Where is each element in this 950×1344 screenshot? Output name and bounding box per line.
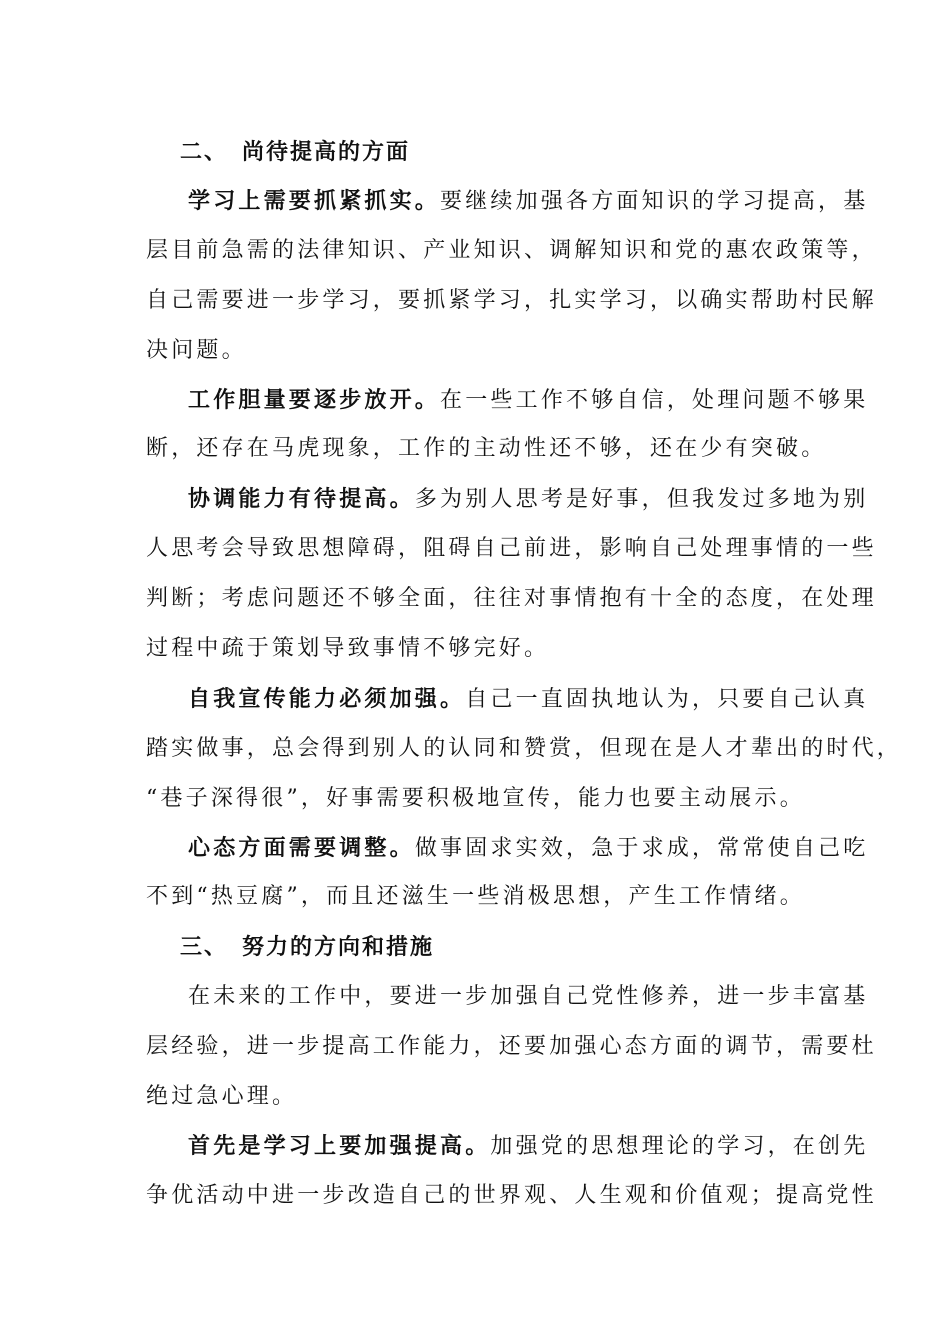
paragraph-line: 心态方面需要调整。做事固求实效，急于求成，常常使自己吃 (188, 835, 869, 861)
paragraph-line: 层目前急需的法律知识、产业知识、调解知识和党的惠农政策等， (146, 238, 877, 263)
paragraph-line: 绝过急心理。 (146, 1084, 298, 1109)
paragraph-line: 踏实做事，总会得到别人的认同和赞赏，但现在是人才辈出的时代， (146, 736, 903, 761)
section-number: 三、 (180, 934, 229, 960)
paragraph-lead: 心态方面需要调整。 (188, 835, 415, 861)
paragraph-line: 自己需要进一步学习，要抓紧学习，扎实学习，以确实帮助村民解 (146, 288, 877, 313)
paragraph-line: 不到“热豆腐”，而且还滋生一些消极思想，产生工作情绪。 (146, 884, 805, 909)
paragraph-line: 过程中疏于策划导致事情不够完好。 (146, 636, 550, 661)
paragraph-lead: 学习上需要抓紧抓实。 (188, 188, 441, 214)
paragraph-line: 层经验，进一步提高工作能力，还要加强心态方面的调节，需要杜 (146, 1034, 877, 1059)
paragraph-line: 断，还存在马虎现象，工作的主动性还不够，还在少有突破。 (146, 436, 827, 461)
paragraph-line: “巷子深得很”，好事需要积极地宣传，能力也要主动展示。 (146, 786, 805, 811)
paragraph-line: 决问题。 (146, 338, 247, 363)
paragraph-line: 争优活动中进一步改造自己的世界观、人生观和价值观；提高党性 (146, 1183, 877, 1208)
section-title: 努力的方向和措施 (242, 934, 435, 960)
paragraph-lead: 协调能力有待提高。 (188, 486, 415, 512)
paragraph-line: 首先是学习上要加强提高。加强党的思想理论的学习，在创先 (188, 1133, 869, 1159)
paragraph-line: 判断；考虑问题还不够全面，往往对事情抱有十全的态度，在处理 (146, 586, 877, 611)
paragraph-lead: 工作胆量要逐步放开。 (188, 387, 441, 413)
section-number: 二、 (180, 139, 229, 165)
paragraph-line: 工作胆量要逐步放开。在一些工作不够自信，处理问题不够果 (188, 387, 869, 413)
paragraph-line: 协调能力有待提高。多为别人思考是好事，但我发过多地为别 (188, 486, 869, 512)
paragraph-lead: 首先是学习上要加强提高。 (188, 1133, 491, 1159)
paragraph-lead: 自我宣传能力必须加强。 (188, 686, 466, 712)
paragraph-line: 自我宣传能力必须加强。自己一直固执地认为，只要自己认真 (188, 686, 869, 712)
paragraph-line: 在未来的工作中，要进一步加强自己党性修养，进一步丰富基 (188, 984, 869, 1009)
paragraph-line: 人思考会导致思想障碍，阻碍自己前进，影响自己处理事情的一些 (146, 536, 877, 561)
paragraph-line: 学习上需要抓紧抓实。要继续加强各方面知识的学习提高，基 (188, 188, 869, 214)
section-title: 尚待提高的方面 (242, 139, 411, 165)
section-heading-3 (180, 932, 434, 962)
section-heading-2 (180, 137, 410, 167)
